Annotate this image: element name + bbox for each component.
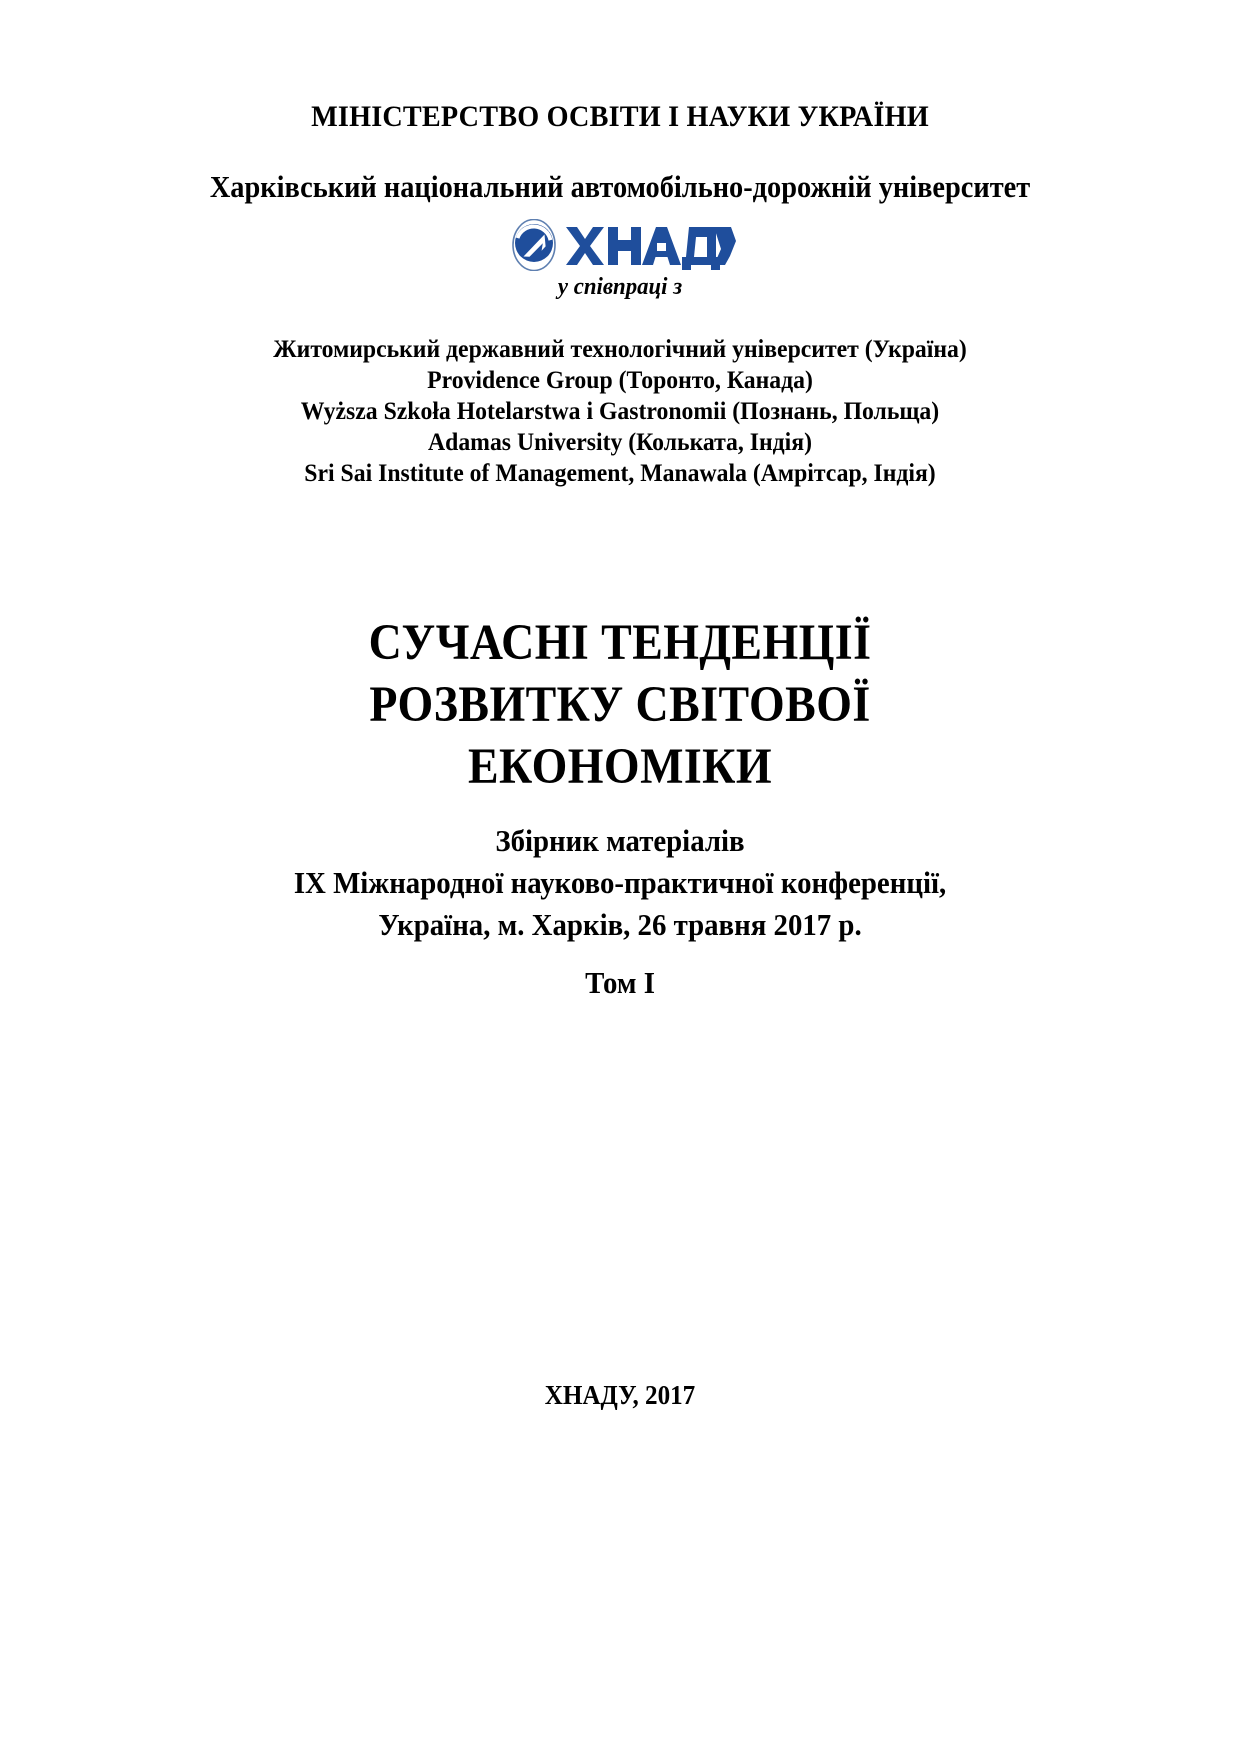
subtitle-line: IX Міжнародної науково-практичної конференції, <box>293 865 947 900</box>
university-heading: Харківський національний автомобільно-дорожній університет <box>209 170 1031 204</box>
partner-institution: Wyższa Szkoła Hotelarstwa i Gastronomii (Познань, Польща) <box>300 396 940 425</box>
page-title <box>0 612 1240 798</box>
khadu-logo <box>0 218 1240 272</box>
page-title-line: РОЗВИТКУ СВІТОВОЇ <box>369 677 871 733</box>
ministry-heading: МІНІСТЕРСТВО ОСВІТИ І НАУКИ УКРАЇНИ <box>311 100 929 133</box>
page-title-line: СУЧАСНІ ТЕНДЕНЦІЇ <box>368 615 872 671</box>
khadu-wordmark <box>566 227 736 270</box>
partner-institution: Sri Sai Institute of Management, Manawala (Амрітсар, Індія) <box>304 458 936 487</box>
partner-institutions-list <box>0 333 1240 488</box>
khadi-emblem-icon <box>504 219 736 271</box>
subtitle-line: Збірник матеріалів <box>495 823 745 858</box>
volume-label: Том I <box>585 965 655 1000</box>
publisher-footer: ХНАДУ, 2017 <box>544 1380 696 1410</box>
partner-institution: Providence Group (Торонто, Канада) <box>427 365 813 394</box>
subtitle-line: Україна, м. Харків, 26 травня 2017 р. <box>378 907 862 942</box>
partner-institution: Житомирський державний технологічний університет (Україна) <box>273 334 967 363</box>
conference-subtitle <box>0 820 1240 946</box>
partner-institution: Adamas University (Кольката, Індія) <box>428 427 812 456</box>
page-title-line: ЕКОНОМІКИ <box>467 739 773 795</box>
collaboration-label: у співпраці з <box>557 274 683 300</box>
